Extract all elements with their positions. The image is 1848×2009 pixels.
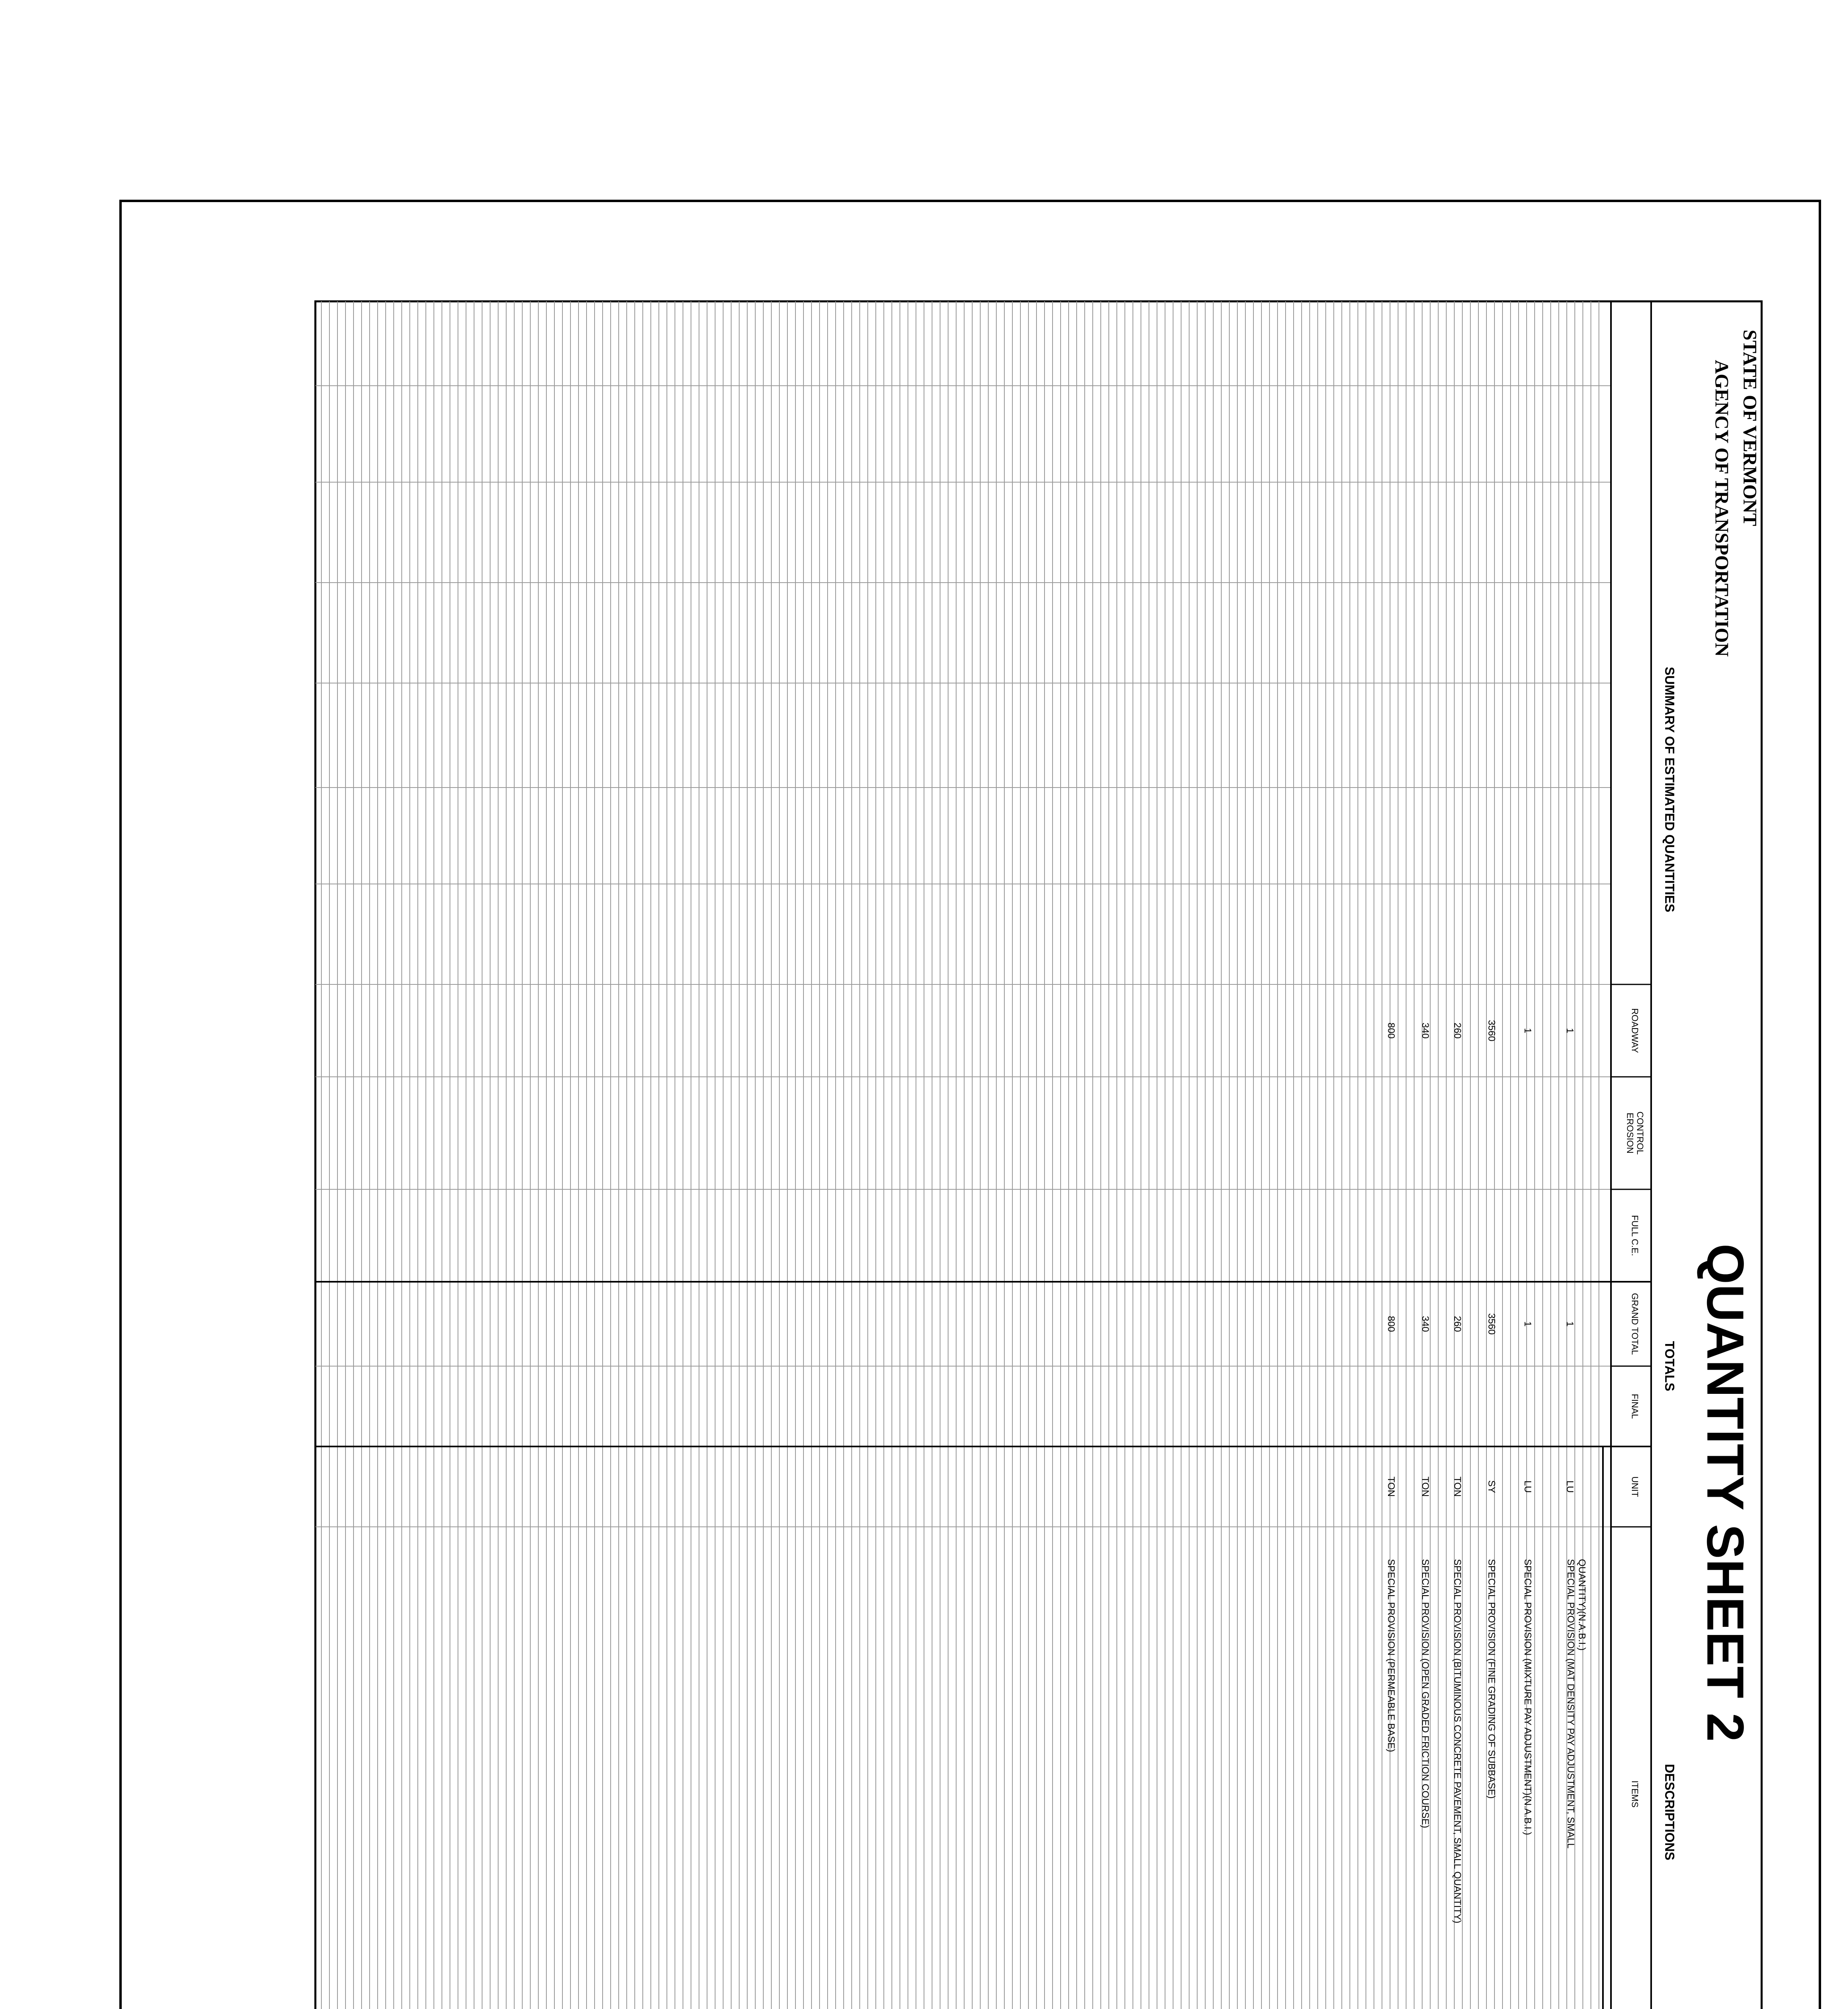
row-unit: TON	[1386, 1476, 1396, 1497]
sheet-title: QUANTITY SHEET 2	[1696, 1244, 1755, 1742]
table-row	[1564, 1028, 1587, 2009]
row-grand-total: 340	[1420, 1315, 1431, 1332]
row-unit: LU	[1522, 1480, 1533, 1493]
descriptions-heading: DESCRIPTIONS	[1662, 1764, 1677, 1861]
row-grand-total: 3560	[1486, 1313, 1497, 1335]
row-grand-total: 260	[1452, 1315, 1463, 1332]
agency-heading	[1711, 330, 1760, 657]
col-unit: UNIT	[1630, 1476, 1640, 1497]
column-headers	[1625, 1008, 1645, 2009]
col-erosion-control-line1: EROSION	[1625, 1113, 1635, 1154]
col-final: FINAL	[1630, 1393, 1640, 1419]
row-unit: SY	[1486, 1480, 1497, 1493]
row-unit: TON	[1420, 1476, 1431, 1497]
col-items: ITEMS	[1630, 1780, 1640, 1808]
state-name: STATE OF VERMONT	[1739, 329, 1760, 526]
row-roadway: 340	[1420, 1022, 1431, 1039]
row-item-line1: SPECIAL PROVISION (MIXTURE PAY ADJUSTMENT)(N.A.B.I.)	[1522, 1559, 1533, 1835]
table-row	[1420, 1023, 1431, 2009]
row-roadway: 3560	[1486, 1020, 1497, 1041]
agency-name: AGENCY OF TRANSPORTATION	[1711, 360, 1732, 657]
table-row	[1522, 1028, 1533, 2009]
row-grand-total: 1	[1564, 1321, 1575, 1327]
table-row	[1386, 1023, 1396, 2009]
row-unit: LU	[1564, 1480, 1575, 1493]
row-roadway: 1	[1564, 1028, 1575, 1033]
col-grand-total: GRAND TOTAL	[1630, 1293, 1640, 1355]
summary-heading: SUMMARY OF ESTIMATED QUANTITIES	[1662, 667, 1677, 912]
row-item-line2: QUANTITY)(N.A.B.I.)	[1576, 1559, 1587, 1651]
row-item-line1: SPECIAL PROVISION (PERMEABLE BASE)	[1386, 1559, 1396, 1752]
row-item-line1: SPECIAL PROVISION (FINE GRADING OF SUBBASE)	[1486, 1559, 1497, 1799]
row-roadway: 1	[1522, 1028, 1533, 1033]
header-lines	[315, 301, 1762, 2009]
row-item-line1: SPECIAL PROVISION (MAT DENSITY PAY ADJUSTMENT, SMALL	[1565, 1559, 1576, 1849]
table-row	[1486, 1020, 1497, 2009]
row-roadway: 800	[1386, 1022, 1396, 1039]
table-row	[1452, 1023, 1463, 2009]
row-roadway: 260	[1452, 1022, 1463, 1039]
sheet-border	[121, 201, 1820, 2009]
table-frame	[315, 301, 1762, 2009]
col-roadway: ROADWAY	[1630, 1008, 1640, 1053]
row-grand-total: 1	[1522, 1321, 1533, 1327]
row-grand-total: 800	[1386, 1315, 1396, 1332]
col-erosion-control-line2: CONTROL	[1635, 1111, 1645, 1155]
col-full-ce: FULL C.E.	[1630, 1215, 1640, 1256]
row-item-line1: SPECIAL PROVISION (BITUMINOUS CONCRETE PAVEMENT, SMALL QUANTITY)	[1452, 1559, 1463, 1923]
row-unit: TON	[1452, 1476, 1463, 1497]
totals-heading: TOTALS	[1662, 1341, 1677, 1391]
row-item-line1: SPECIAL PROVISION (OPEN GRADED FRICTION COURSE)	[1420, 1559, 1431, 1828]
table-grid	[315, 301, 1611, 2009]
